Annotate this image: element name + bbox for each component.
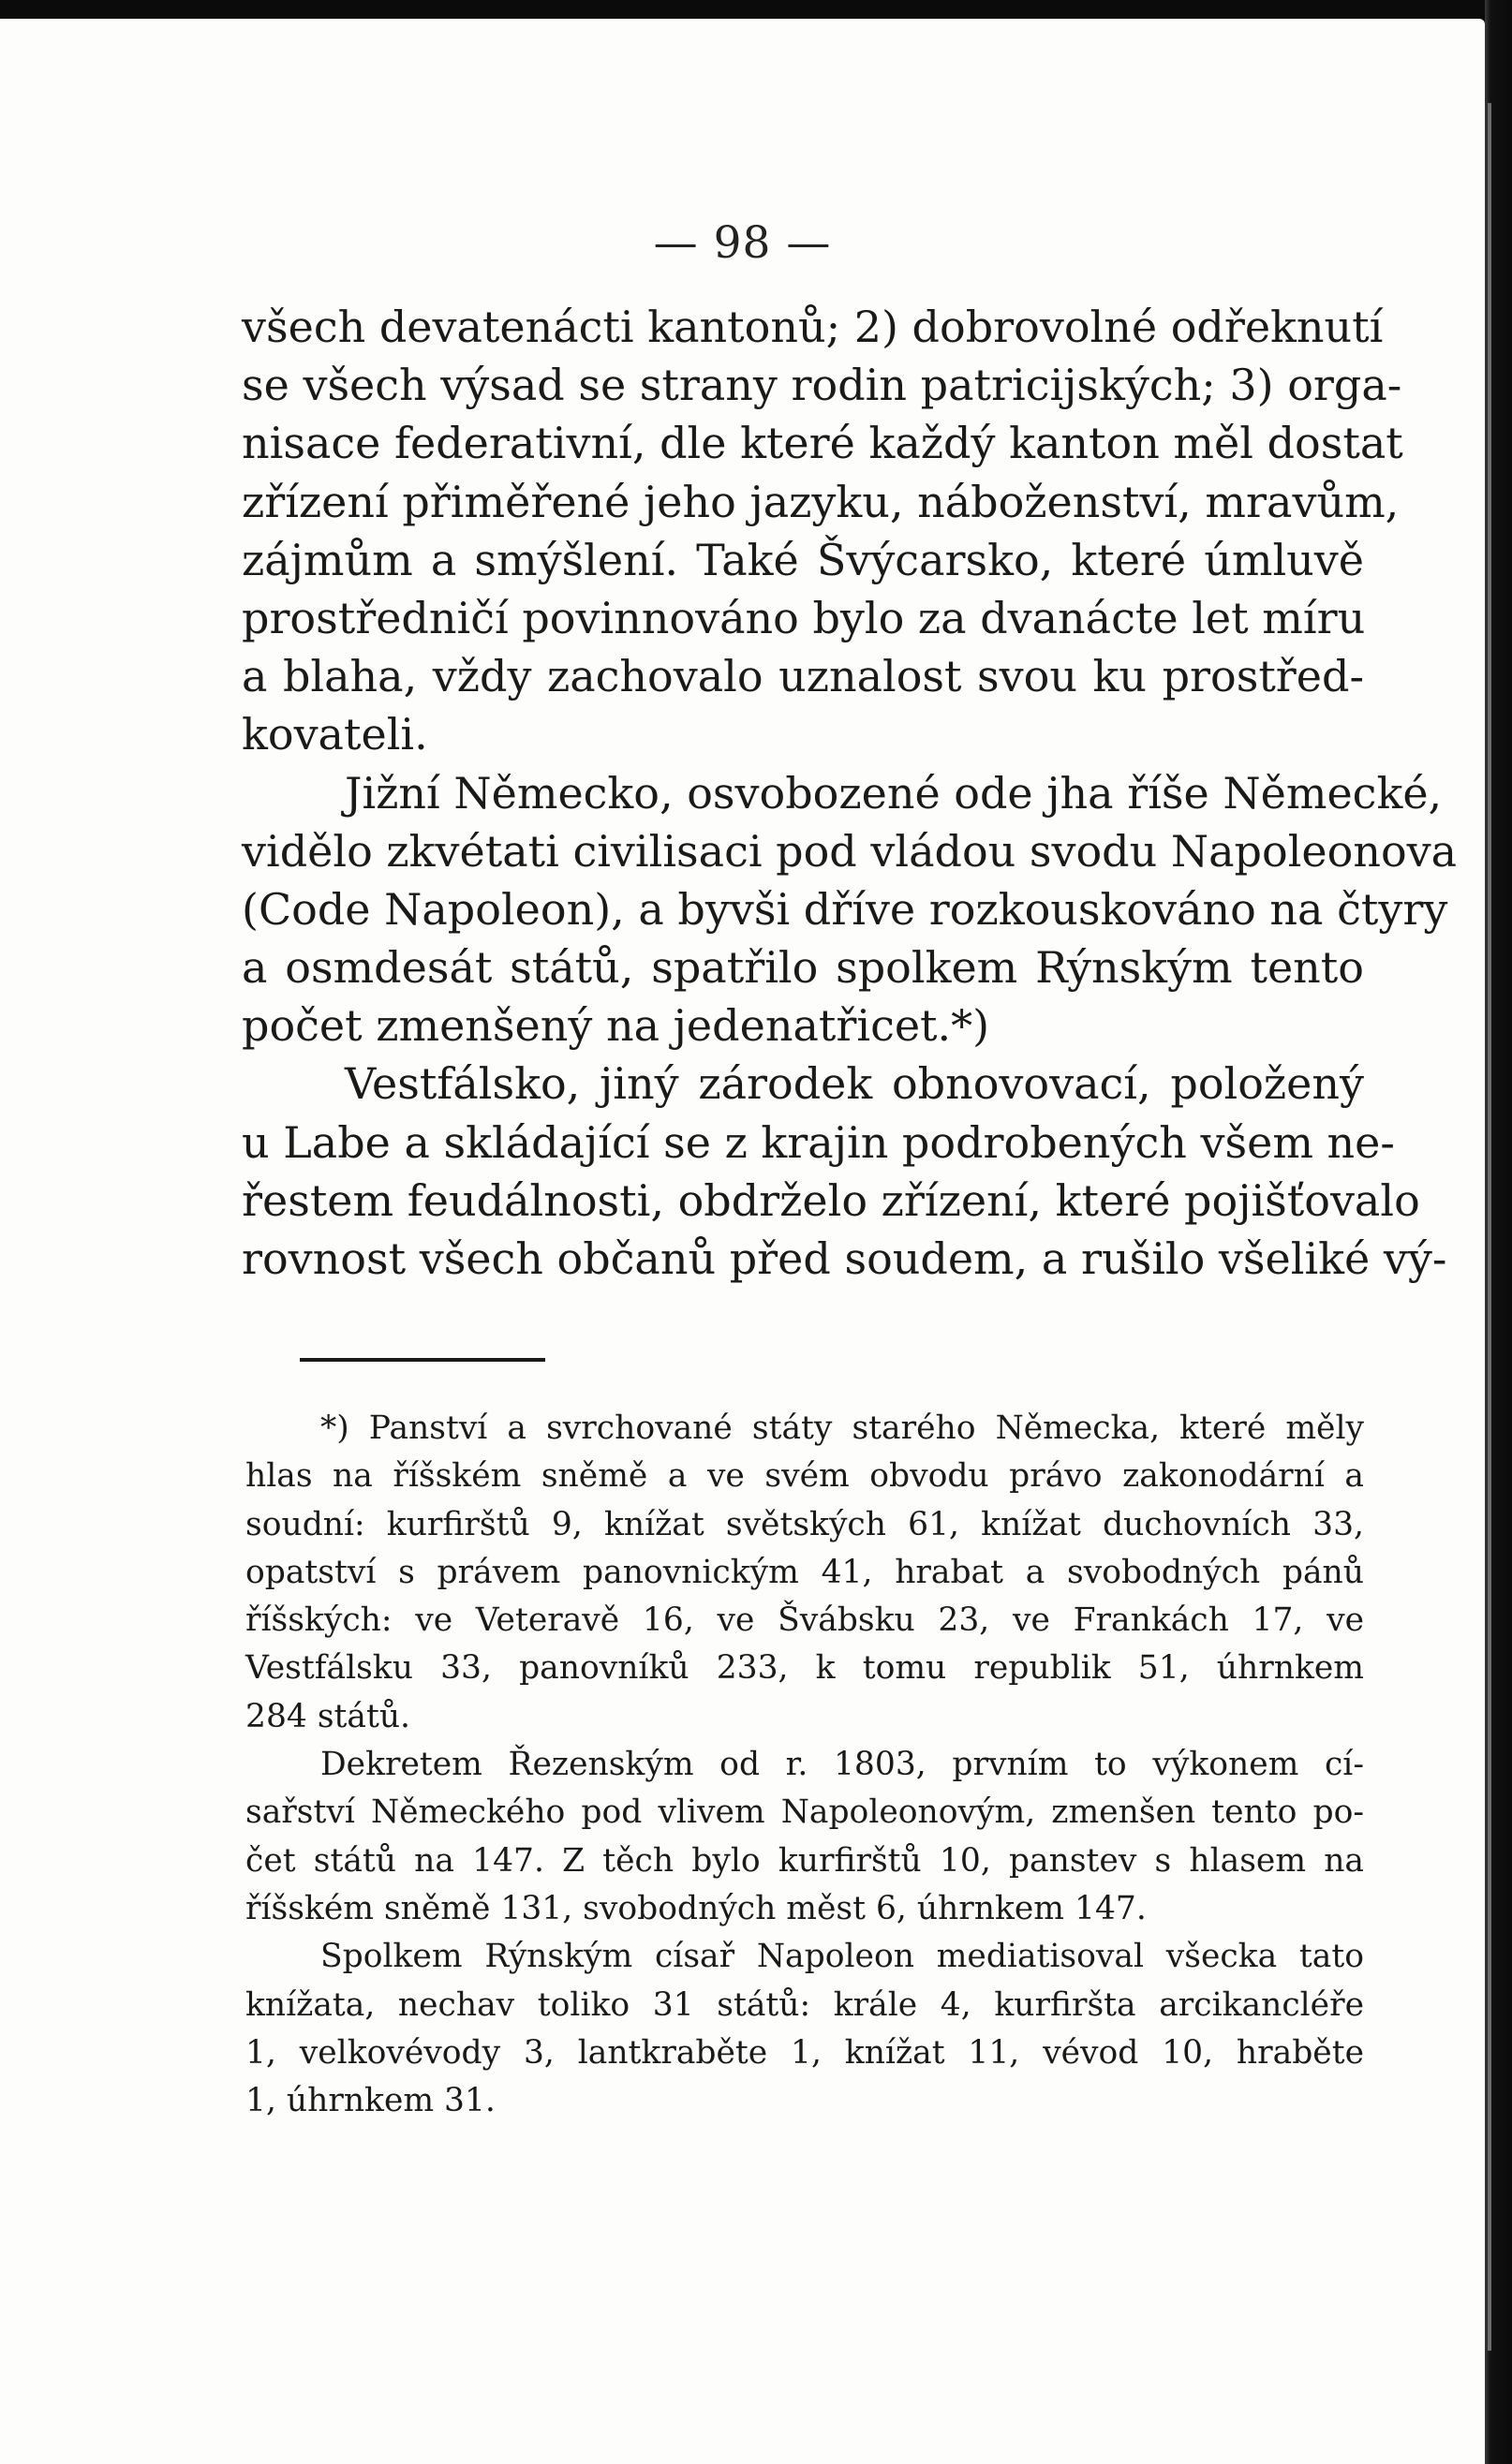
- footnote-line: Vestfálsku 33, panovníků 233, k tomu republik 51, úhrnkem: [245, 1649, 1364, 1688]
- text-line: prostředničí povinnováno bylo za dvanácte let míru: [242, 592, 1366, 643]
- main-text: [242, 298, 1458, 1288]
- footnotes: [245, 1405, 1364, 2125]
- footnote-line: opatství s právem panovnickým 41, hrabat a svobodných pánů: [245, 1553, 1364, 1591]
- footnote-line: 284 států.: [245, 1697, 411, 1735]
- footnote-line: sařství Německého pod vlivem Napoleonovým, zmenšen tento po-: [245, 1793, 1364, 1832]
- text-line: rovnost všech občanů před soudem, a rušilo všeliké vý-: [242, 1233, 1447, 1284]
- text-line: se všech výsad se strany rodin patricijských; 3) orga-: [242, 360, 1402, 411]
- footnote-line: čet států na 147. Z těch bylo kurfirštů 10, panstev s hlasem na: [245, 1841, 1364, 1880]
- text-line: a blaha, vždy zachovalo uznalost svou ku prostřed-: [242, 651, 1364, 702]
- footnote-line: *) Panství a svrchované státy starého Německa, které měly: [320, 1409, 1364, 1447]
- text-line: kovateli.: [242, 709, 428, 760]
- text-line: Jižní Německo, osvobozené ode jha říše Německé,: [345, 767, 1443, 819]
- footnote-line: 1, velkovévody 3, lantkraběte 1, knížat 11, vévod 10, hraběte: [245, 2033, 1364, 2072]
- footnote-divider: [300, 1358, 545, 1362]
- footnote-line: říšském sněmě 131, svobodných měst 6, úhrnkem 147.: [245, 1889, 1147, 1927]
- text-line: (Code Napoleon), a byvši dříve rozkouskováno na čtyry: [242, 883, 1448, 935]
- footnote-line: říšských: ve Veteravě 16, ve Švábsku 23, ve Frankách 17, ve: [245, 1601, 1364, 1640]
- footnote-line: Dekretem Řezenským od r. 1803, prvním to výkonem cí-: [320, 1746, 1364, 1784]
- text-line: všech devatenácti kantonů; 2) dobrovolné odřeknutí: [242, 302, 1384, 352]
- footnote-line: 1, úhrnkem 31.: [245, 2082, 496, 2120]
- footnote-line: soudní: kurfirštů 9, knížat světských 61, knížat duchovních 33,: [245, 1505, 1364, 1543]
- book-page-edge: [1485, 0, 1512, 2464]
- text-line: zřízení přiměřené jeho jazyku, náboženství, mravům,: [242, 476, 1400, 527]
- footnote-line: hlas na říšském sněmě a ve svém obvodu právo zakonodární a: [245, 1457, 1364, 1496]
- text-line: nisace federativní, dle které každý kanton měl dostat: [242, 418, 1403, 469]
- text-line: řestem feudálnosti, obdrželo zřízení, které pojišťovalo: [242, 1174, 1420, 1226]
- text-line: u Labe a skládající se z krajin podrobených všem ne-: [242, 1116, 1395, 1168]
- text-line: a osmdesát států, spatřilo spolkem Rýnským tento: [242, 942, 1364, 994]
- footnote-line: Spolkem Rýnským císař Napoleon mediatisoval všecka tato: [320, 1938, 1364, 1976]
- footnote-line: knížata, nechav toliko 31 států: krále 4, kurfiršta arcikancléře: [245, 1985, 1364, 2024]
- text-line: počet zmenšený na jedenatřicet.*): [242, 1000, 990, 1052]
- text-line: Vestfálsko, jiný zárodek obnovovací, položený: [345, 1058, 1364, 1110]
- text-line: vidělo zkvétati civilisaci pod vládou svodu Napoleonova: [242, 825, 1458, 877]
- page-number-header: — 98 —: [653, 217, 832, 269]
- text-line: zájmům a smýšlení. Také Švýcarsko, které úmluvě: [242, 534, 1364, 585]
